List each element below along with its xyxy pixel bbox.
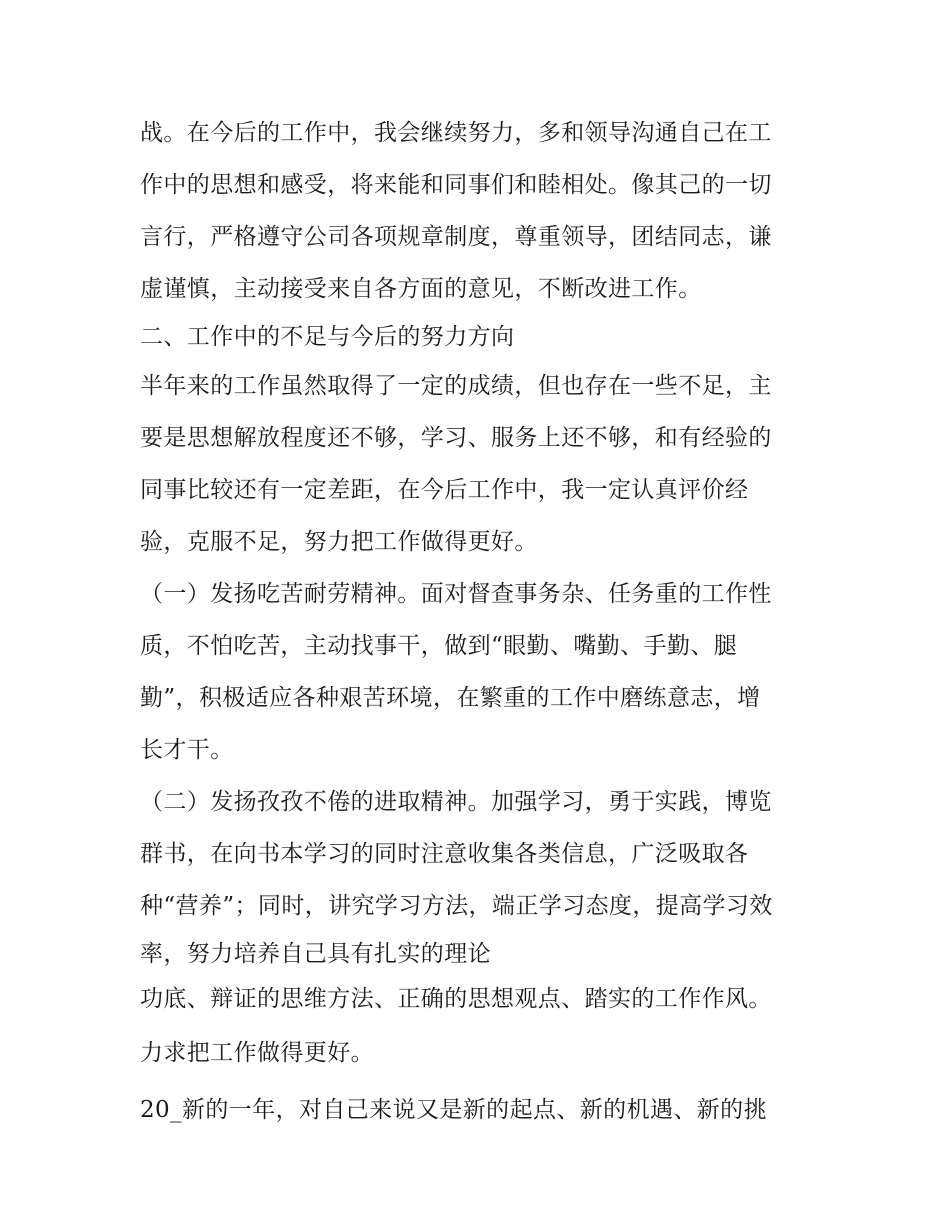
- text-line: 言行，严格遵守公司各项规章制度，尊重领导，团结同志，谦: [140, 224, 772, 250]
- text-line: 验，克服不足，努力把工作做得更好。: [140, 529, 538, 555]
- text-line: 20_新的一年，对自己来说又是新的起点、新的机遇、新的挑: [140, 1097, 767, 1123]
- text-line: 力求把工作做得更好。: [140, 1040, 374, 1066]
- text-line: 虚谨慎，主动接受来自各方面的意见，不断改进工作。: [140, 276, 702, 302]
- document-body: [140, 107, 820, 1136]
- text-line: 要是思想解放程度还不够，学习、服务上还不够，和有经验的: [140, 425, 772, 451]
- text-line: 半年来的工作虽然取得了一定的成绩，但也存在一些不足，主: [140, 373, 772, 399]
- text-line: 质，不怕吃苦，主动找事干，做到“眼勤、嘴勤、手勤、腿: [140, 633, 738, 659]
- text-line: 战。在今后的工作中，我会继续努力，多和领导沟通自己在工: [140, 120, 772, 146]
- text-line: 勤”，积极适应各种艰苦环境，在繁重的工作中磨练意志，增: [140, 685, 761, 711]
- text-line: 长才干。: [140, 737, 234, 763]
- text-line: 群书，在向书本学习的同时注意收集各类信息，广泛吸取各: [140, 841, 749, 867]
- text-line: 率，努力培养自己具有扎实的理论: [140, 941, 491, 967]
- text-line: 作中的思想和感受，将来能和同事们和睦相处。像其己的一切: [140, 172, 772, 198]
- text-line: （二）发扬孜孜不倦的进取精神。加强学习，勇于实践，博览: [140, 789, 772, 815]
- section-heading: 二、工作中的不足与今后的努力方向: [140, 324, 515, 350]
- text-line: 种“营养”；同时，讲究学习方法，端正学习态度，提高学习效: [140, 893, 773, 919]
- text-line: 功底、辩证的思维方法、正确的思想观点、踏实的工作作风。: [140, 986, 772, 1012]
- text-line: （一）发扬吃苦耐劳精神。面对督查事务杂、任务重的工作性: [140, 581, 772, 607]
- text-line: 同事比较还有一定差距，在今后工作中，我一定认真评价经: [140, 477, 749, 503]
